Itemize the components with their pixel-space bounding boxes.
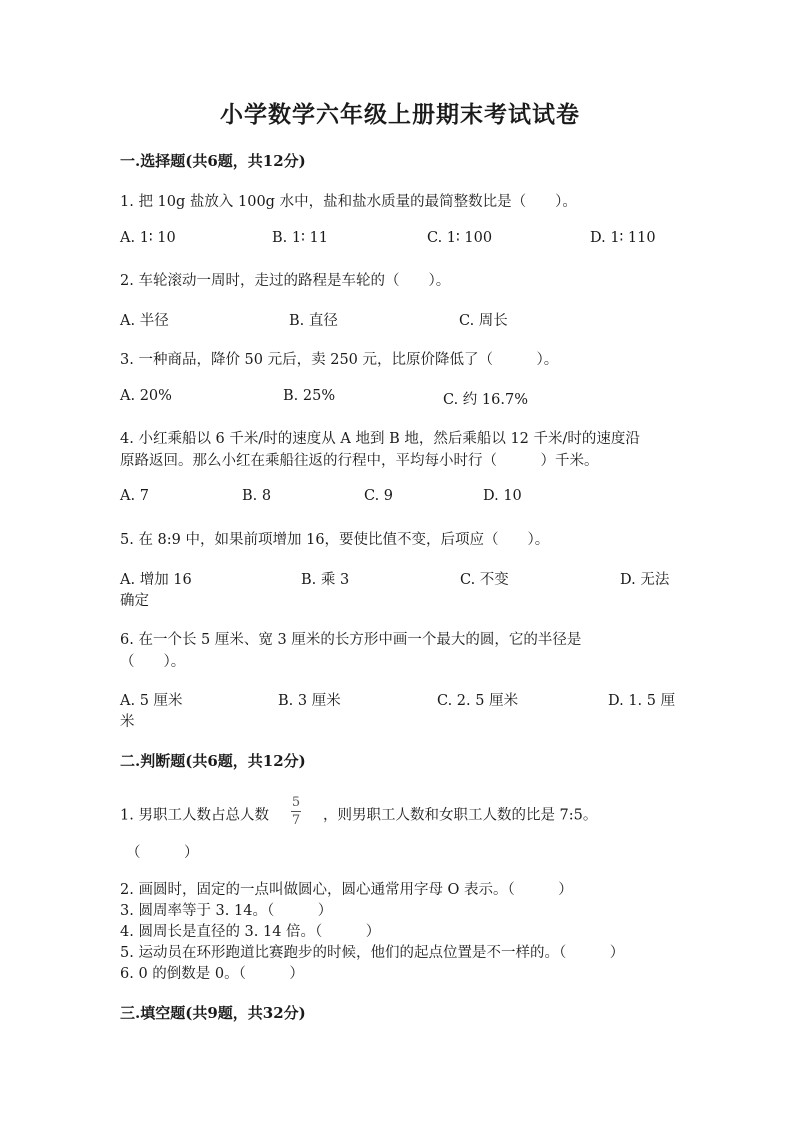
option-1-2-b: B. 直径: [289, 313, 338, 329]
option-1-6-b: B. 3 厘米: [278, 693, 341, 709]
option-1-4-c: C. 9: [364, 488, 394, 504]
option-1-2-c: C. 周长: [459, 313, 508, 329]
option-1-3-a: A. 20%: [120, 388, 172, 404]
section-1-heading: 一.选择题(共6题，共12分): [120, 152, 306, 170]
question-1-6-line-1: 6. 在一个长 5 厘米、宽 3 厘米的长方形中画一个最大的圆，它的半径是: [120, 632, 582, 648]
option-1-6-d: D. 1. 5 厘: [608, 693, 676, 709]
fraction-numerator: 5: [291, 795, 301, 810]
option-1-3-b: B. 25%: [283, 388, 336, 404]
question-2-1-answer-paren: （ ）: [126, 845, 199, 861]
question-2-1-text-after: ，则男职工人数和女职工人数的比是 7:5。: [322, 807, 598, 824]
exam-title: 小学数学六年级上册期末考试试卷: [220, 101, 580, 128]
question-1-2: 2. 车轮滚动一周时，走过的路程是车轮的（ ）。: [120, 273, 451, 289]
fraction-denominator: 7: [291, 813, 301, 828]
option-1-1-c: C. 1∶ 100: [427, 230, 493, 246]
question-1-5: 5. 在 8:9 中，如果前项增加 16，要使比值不变，后项应（ ）。: [120, 532, 550, 548]
question-1-3: 3. 一种商品，降价 50 元后，卖 250 元，比原价降低了（ ）。: [120, 352, 559, 368]
option-1-3-c: C. 约 16.7%: [443, 392, 528, 408]
option-1-5-d-wrap: 确定: [120, 593, 149, 609]
section-2-heading: 二.判断题(共6题，共12分): [120, 752, 306, 770]
question-1-1: 1. 把 10g 盐放入 100g 水中，盐和盐水质量的最简整数比是（ ）。: [120, 194, 577, 210]
option-1-5-b: B. 乘 3: [301, 572, 350, 588]
fraction-five-sevenths: [291, 796, 301, 827]
option-1-1-d: D. 1∶ 110: [590, 230, 656, 246]
option-1-2-a: A. 半径: [120, 313, 169, 329]
question-2-6: 6. 0 的倒数是 0。（ ）: [120, 966, 304, 982]
option-1-1-b: B. 1∶ 11: [272, 230, 328, 246]
question-1-6-line-2: （ ）。: [120, 654, 186, 670]
section-3-heading: 三.填空题(共9题，共32分): [120, 1004, 306, 1022]
question-2-2: 2. 画圆时，固定的一点叫做圆心，圆心通常用字母 O 表示。（ ）: [120, 882, 573, 898]
option-1-6-d-wrap: 米: [120, 714, 135, 730]
fraction-bar: [291, 811, 301, 812]
question-1-4-line-2: 原路返回。那么小红在乘船往返的行程中，平均每小时行（ ）千米。: [120, 453, 599, 469]
option-1-5-d: D. 无法: [620, 572, 670, 588]
question-2-5: 5. 运动员在环形跑道比赛跑步的时候，他们的起点位置是不一样的。（ ）: [120, 945, 625, 961]
question-2-3: 3. 圆周率等于 3. 14。（ ）: [120, 903, 333, 919]
option-1-5-c: C. 不变: [460, 572, 509, 588]
question-2-4: 4. 圆周长是直径的 3. 14 倍。（ ）: [120, 924, 381, 940]
option-1-5-a: A. 增加 16: [120, 572, 192, 588]
option-1-4-a: A. 7: [120, 488, 149, 504]
option-1-6-c: C. 2. 5 厘米: [437, 693, 519, 709]
option-1-4-b: B. 8: [242, 488, 272, 504]
option-1-1-a: A. 1∶ 10: [120, 230, 176, 246]
option-1-4-d: D. 10: [483, 488, 522, 504]
question-2-1: [120, 795, 598, 831]
question-1-4-line-1: 4. 小红乘船以 6 千米/时的速度从 A 地到 B 地，然后乘船以 12 千米/时的速度沿: [120, 431, 640, 447]
question-2-1-text-before: 1. 男职工人数占总人数: [120, 807, 269, 824]
option-1-6-a: A. 5 厘米: [120, 693, 183, 709]
